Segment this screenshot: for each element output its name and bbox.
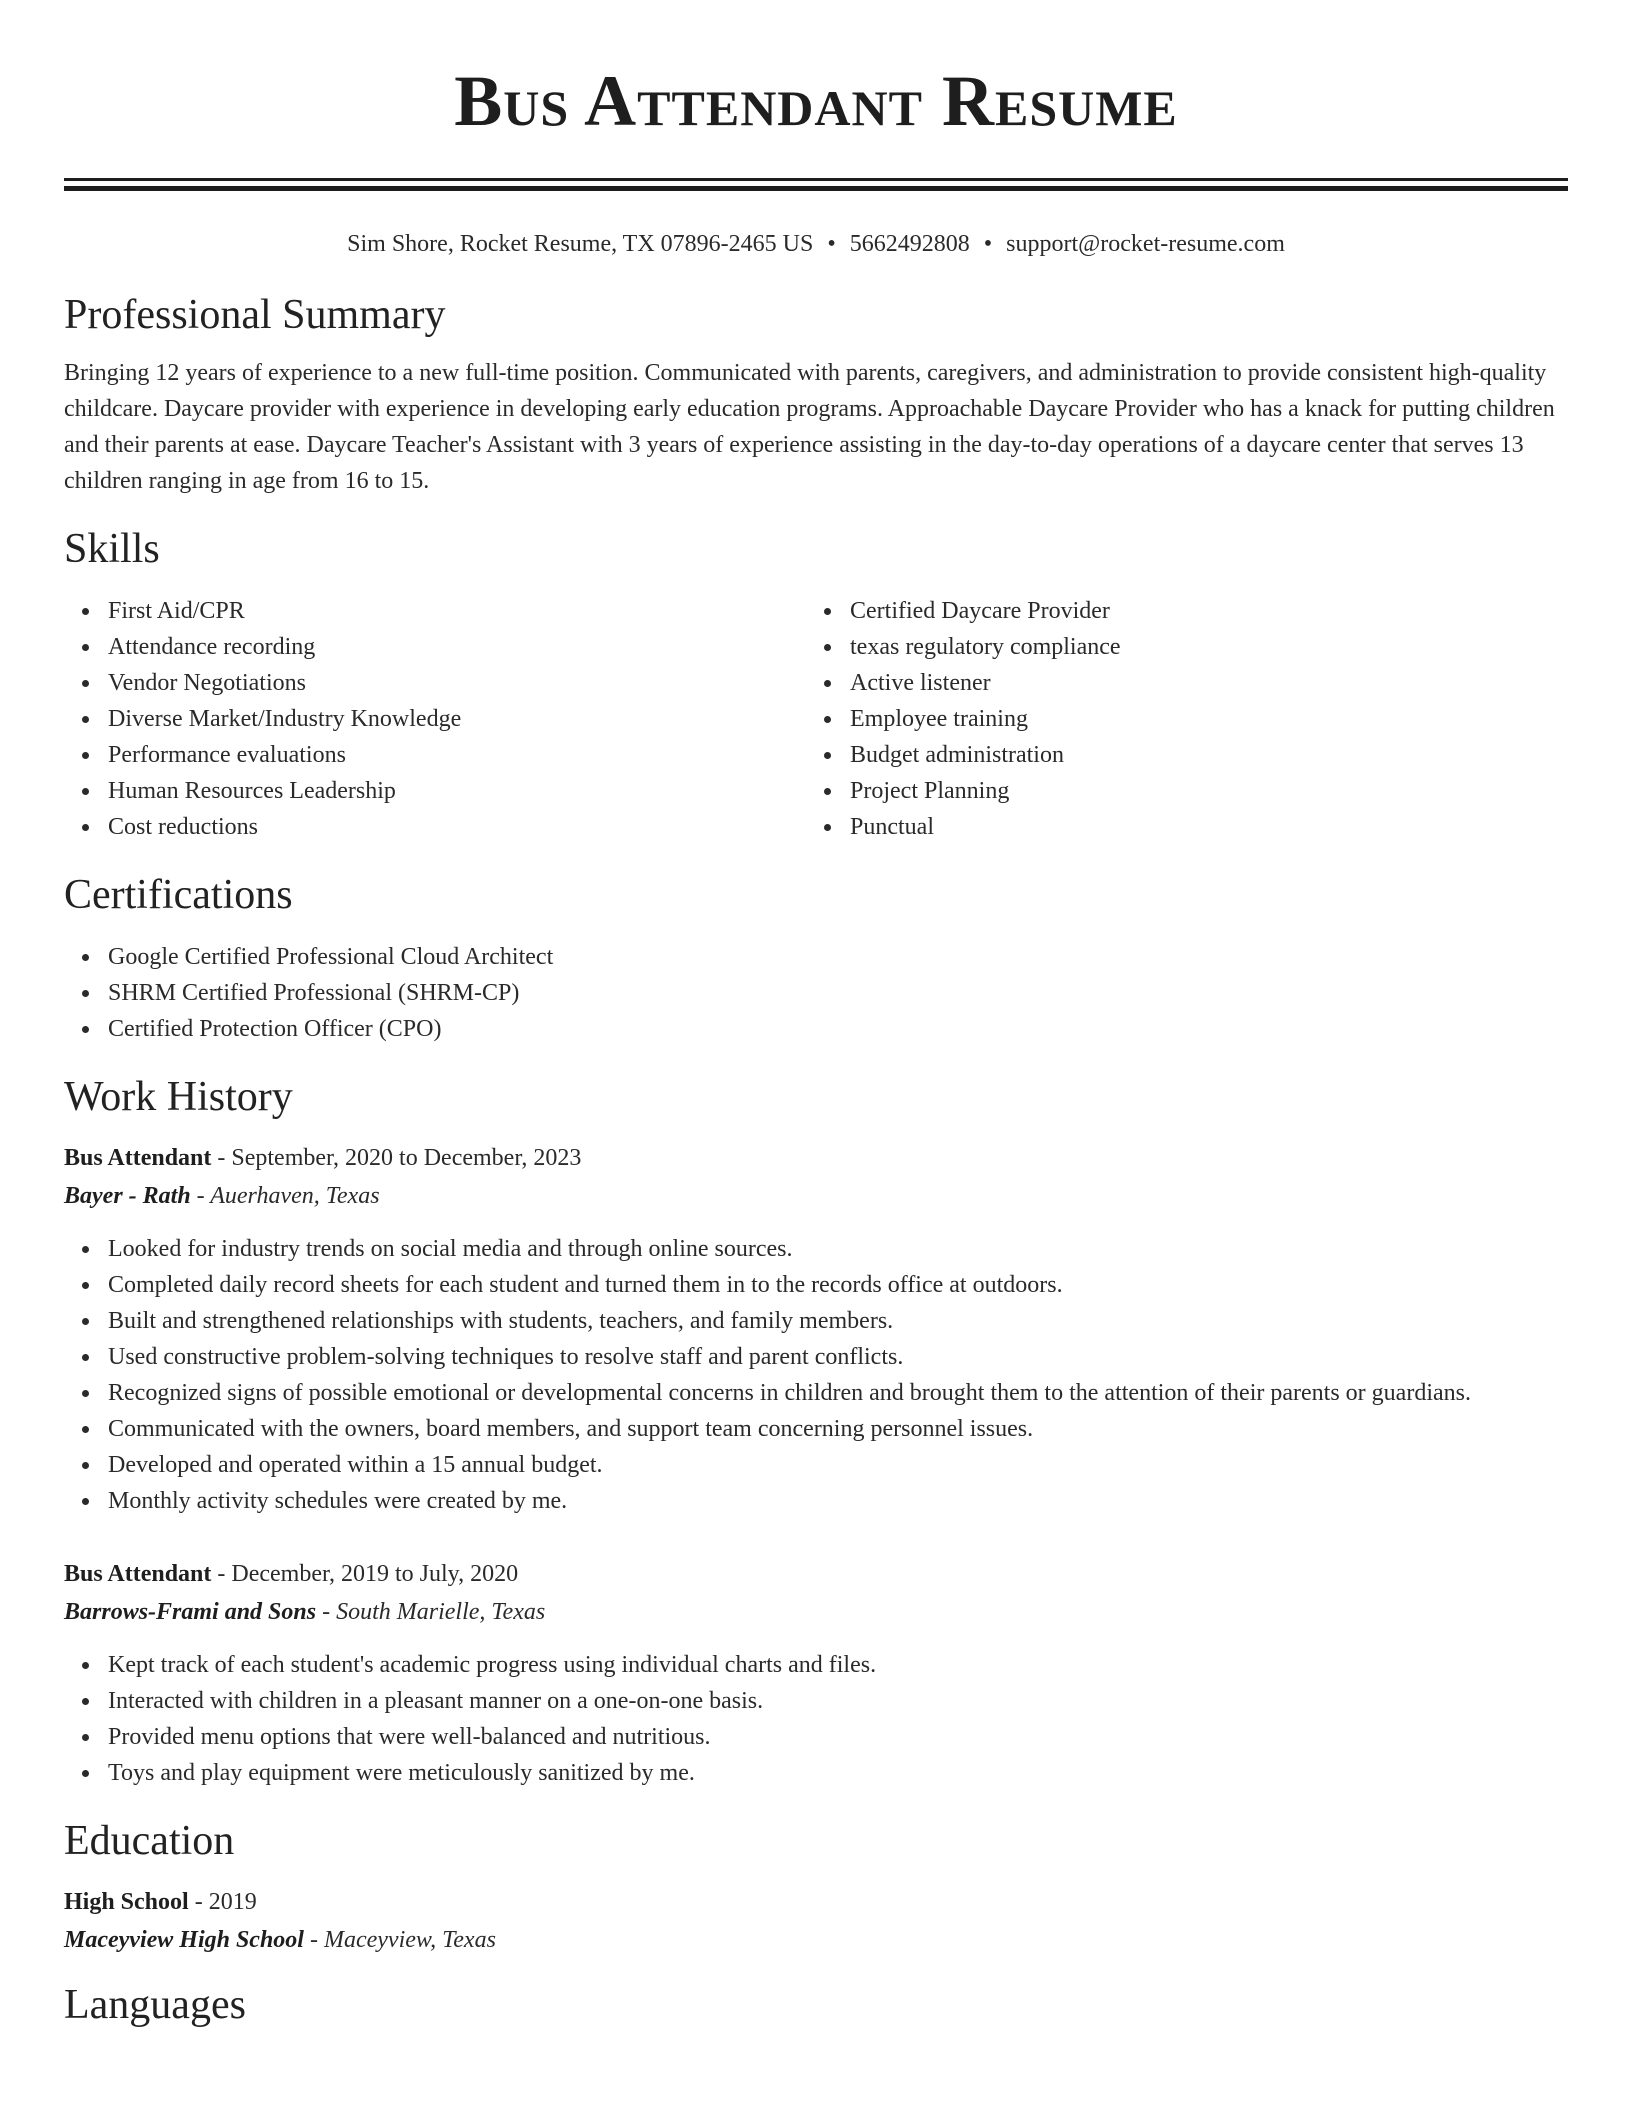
skill-item: Certified Daycare Provider — [806, 593, 1548, 629]
skill-item: Cost reductions — [64, 809, 806, 845]
bullet-icon — [82, 752, 89, 759]
contact-phone: 5662492808 — [849, 231, 970, 257]
job-entry — [64, 1139, 1568, 1519]
skills-columns — [64, 593, 1568, 845]
skills-column-left — [64, 593, 806, 845]
skill-item: Human Resources Leadership — [64, 773, 806, 809]
job-title-line — [64, 1555, 1568, 1593]
job-duty-item: Provided menu options that were well-balanced and nutritious. — [64, 1719, 1568, 1755]
job-duty-item: Kept track of each student's academic progress using individual charts and files. — [64, 1647, 1568, 1683]
company-location: - South Marielle, Texas — [316, 1599, 546, 1625]
languages-section — [64, 1979, 1568, 2031]
bullet-icon — [82, 1426, 89, 1433]
company-name: Bayer - Rath — [64, 1183, 191, 1209]
bullet-icon — [824, 824, 831, 831]
company-location: - Auerhaven, Texas — [190, 1183, 380, 1209]
bullet-icon — [824, 752, 831, 759]
skill-item: Diverse Market/Industry Knowledge — [64, 701, 806, 737]
title-divider-thin — [64, 178, 1568, 181]
skill-item: Performance evaluations — [64, 737, 806, 773]
bullet-icon — [82, 608, 89, 615]
job-duty-item: Used constructive problem-solving techniques to resolve staff and parent conflicts. — [64, 1339, 1568, 1375]
company-name: Barrows-Frami and Sons — [64, 1599, 317, 1625]
bullet-icon — [82, 1498, 89, 1505]
bullet-icon — [82, 990, 89, 997]
contact-address: Sim Shore, Rocket Resume, TX 07896-2465 US — [347, 231, 814, 257]
skills-section — [64, 523, 1568, 845]
job-duties-list — [64, 1231, 1568, 1519]
bullet-icon — [82, 1462, 89, 1469]
job-duty-item: Communicated with the owners, board members, and support team concerning personnel issues. — [64, 1411, 1568, 1447]
bullet-icon — [82, 1662, 89, 1669]
certifications-section — [64, 869, 1568, 1047]
work-history-section — [64, 1071, 1568, 1791]
bullet-icon — [82, 824, 89, 831]
skill-item: First Aid/CPR — [64, 593, 806, 629]
skill-item: texas regulatory compliance — [806, 629, 1548, 665]
bullet-icon — [82, 1354, 89, 1361]
bullet-icon — [82, 644, 89, 651]
bullet-icon — [824, 644, 831, 651]
skill-item: Employee training — [806, 701, 1548, 737]
skills-list-right — [806, 593, 1548, 845]
bullet-icon — [82, 1770, 89, 1777]
job-title-line — [64, 1139, 1568, 1177]
job-dates: - September, 2020 to December, 2023 — [211, 1145, 582, 1171]
bullet-icon — [82, 680, 89, 687]
education-section — [64, 1815, 1568, 1959]
school-location: - Maceyview, Texas — [303, 1927, 496, 1953]
bullet-icon — [824, 608, 831, 615]
certification-item: Certified Protection Officer (CPO) — [64, 1011, 1568, 1047]
work-history-heading: Work History — [64, 1074, 293, 1120]
skill-item: Punctual — [806, 809, 1548, 845]
summary-section — [64, 289, 1568, 499]
bullet-icon — [82, 1698, 89, 1705]
resume-title: Bus Attendant Resume — [454, 61, 1178, 141]
bullet-icon — [824, 716, 831, 723]
job-duty-item: Completed daily record sheets for each student and turned them in to the records office at outdoors. — [64, 1267, 1568, 1303]
languages-heading: Languages — [64, 1982, 246, 2028]
job-dates: - December, 2019 to July, 2020 — [211, 1561, 519, 1587]
skills-heading: Skills — [64, 526, 160, 572]
job-duty-item: Developed and operated within a 15 annual budget. — [64, 1447, 1568, 1483]
school-name: Maceyview High School — [64, 1927, 304, 1953]
bullet-icon — [82, 1318, 89, 1325]
certification-item: SHRM Certified Professional (SHRM-CP) — [64, 975, 1568, 1011]
job-entry — [64, 1555, 1568, 1791]
skill-item: Project Planning — [806, 773, 1548, 809]
bullet-icon — [824, 680, 831, 687]
job-title: Bus Attendant — [64, 1145, 212, 1171]
bullet-icon — [82, 716, 89, 723]
job-duty-item: Monthly activity schedules were created by me. — [64, 1483, 1568, 1519]
skill-item: Budget administration — [806, 737, 1548, 773]
job-title: Bus Attendant — [64, 1561, 212, 1587]
bullet-icon — [824, 788, 831, 795]
job-duty-item: Looked for industry trends on social media and through online sources. — [64, 1231, 1568, 1267]
graduation-year: - 2019 — [188, 1889, 257, 1915]
title-divider-thick — [64, 186, 1568, 191]
bullet-icon — [82, 788, 89, 795]
summary-heading: Professional Summary — [64, 292, 446, 338]
company-line — [64, 1593, 1568, 1631]
bullet-icon — [82, 1026, 89, 1033]
job-duty-item: Toys and play equipment were meticulously sanitized by me. — [64, 1755, 1568, 1791]
contact-line — [64, 229, 1568, 259]
bullet-icon — [82, 954, 89, 961]
degree-name: High School — [64, 1889, 189, 1915]
skills-column-right — [806, 593, 1548, 845]
bullet-icon — [82, 1734, 89, 1741]
bullet-icon — [82, 1390, 89, 1397]
degree-line — [64, 1883, 1568, 1921]
skill-item: Attendance recording — [64, 629, 806, 665]
job-duty-item: Built and strengthened relationships with students, teachers, and family members. — [64, 1303, 1568, 1339]
education-heading: Education — [64, 1818, 235, 1864]
skills-list-left — [64, 593, 806, 845]
job-duty-item: Recognized signs of possible emotional or developmental concerns in children and brought them to the attention of their parents or guardians. — [64, 1375, 1568, 1411]
certifications-list — [64, 939, 1568, 1047]
skill-item: Vendor Negotiations — [64, 665, 806, 701]
summary-text: Bringing 12 years of experience to a new full-time position. Communicated with parents, caregivers, and administration to provide consistent high-quality childcare. Daycare provider with experience in developing early education programs. Approachable Daycare Provider who has a knack for putting children and their parents at ease. Daycare Teacher's Assistant with 3 years of experience assisting in the day-to-day operations of a daycare center that serves 13 children ranging in age from 16 to 15. — [64, 360, 1555, 494]
education-entry — [64, 1883, 1568, 1959]
contact-email: support@rocket-resume.com — [1006, 231, 1285, 257]
bullet-icon — [82, 1282, 89, 1289]
bullet-icon — [82, 1246, 89, 1253]
company-line — [64, 1177, 1568, 1215]
contact-separator: • — [827, 231, 836, 257]
job-duty-item: Interacted with children in a pleasant manner on a one-on-one basis. — [64, 1683, 1568, 1719]
certification-item: Google Certified Professional Cloud Architect — [64, 939, 1568, 975]
school-line — [64, 1921, 1568, 1959]
skill-item: Active listener — [806, 665, 1548, 701]
job-duties-list — [64, 1647, 1568, 1791]
contact-separator: • — [983, 231, 993, 257]
certifications-heading: Certifications — [64, 872, 293, 918]
